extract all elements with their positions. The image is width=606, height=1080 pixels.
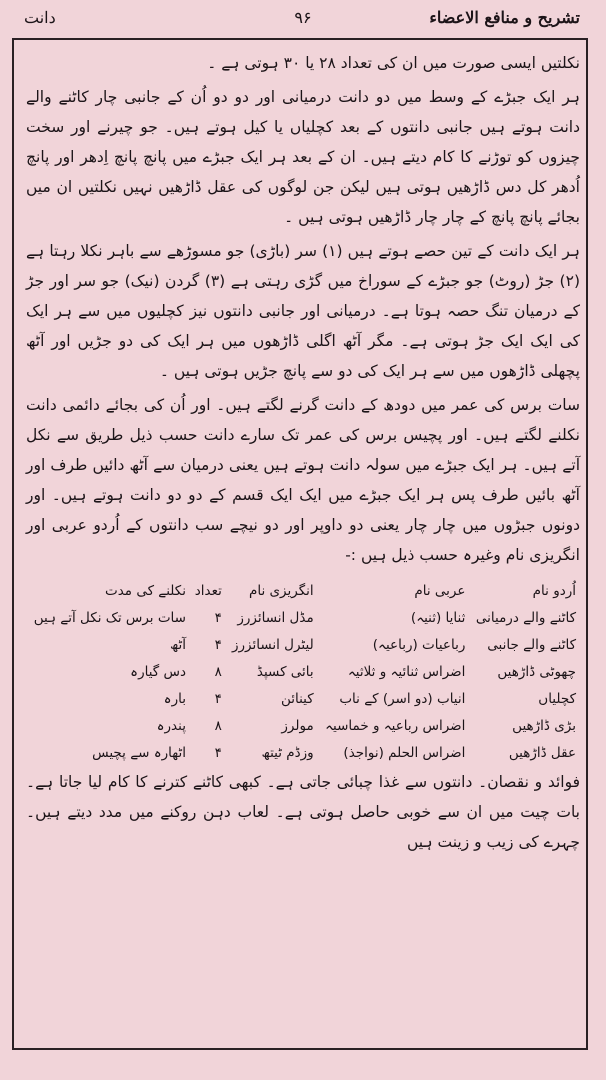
table-cell: بارہ	[163, 691, 186, 707]
section-label: دانت	[24, 8, 56, 27]
table-cell: بائی کسپڈ	[256, 664, 314, 680]
table-cell: ۴	[214, 691, 222, 707]
table-row	[26, 740, 580, 767]
table-cell: دس گیارہ	[130, 664, 186, 680]
body-text	[26, 48, 580, 861]
table-cell: اٹھارہ سے پچیس	[92, 745, 186, 761]
table-cell: کاٹنے والے جانبی	[487, 637, 576, 653]
table-cell: چھوٹی ڈاڑھیں	[497, 664, 576, 680]
column-header: نکلنے کی مدت	[105, 583, 186, 599]
table-cell: کینائن	[280, 691, 314, 707]
column-header: عربی نام	[414, 583, 466, 599]
table-cell: ۸	[214, 718, 222, 734]
table-row	[26, 605, 580, 632]
table-row	[26, 713, 580, 740]
table-cell: عقل ڈاڑھیں	[508, 745, 576, 761]
table-cell: وزڈم ٹیتھ	[261, 745, 314, 761]
table-row	[26, 632, 580, 659]
page-header	[14, 4, 592, 34]
table-cell: انیاب (دو اسر) کے ناب	[339, 691, 466, 707]
paragraph: ہر ایک جبڑے کے وسط میں دو دانت درمیانی اور دو دو اُن کے جانبی چار کاٹنے والے دانت ہوتے ہیں جانبی دانتوں کے بعد کچلیاں یا کیل ہوتے ہیں۔ جو چیرنے اور سخت چیزوں کو توڑنے کا کام دیتے ہیں۔ ان کے بعد ہر ایک جبڑے میں پانچ پانچ اِدھر اور پانچ اُدھر کل دس ڈاڑھیں ہوتی ہیں لیکن جن لوگوں کی عقل ڈاڑھیں نہیں نکلتیں ان میں بجائے پانچ پانچ کے چار چار ڈاڑھیں ہوتی ہیں ۔	[26, 88, 580, 226]
table-cell: بڑی ڈاڑھیں	[512, 718, 576, 734]
table-row	[26, 659, 580, 686]
column-header: انگریزی نام	[248, 583, 314, 599]
table-cell: ۴	[214, 610, 222, 626]
page-number: ۹۶	[294, 8, 312, 27]
table-header-row	[26, 578, 580, 605]
table-cell: اضراس الحلم (نواجذ)	[343, 745, 466, 761]
table-cell: رباعیات (رباعیہ)	[372, 637, 466, 653]
table-cell: سات برس تک نکل آتے ہیں	[33, 610, 186, 626]
table-row	[26, 686, 580, 713]
column-header: تعداد	[194, 583, 222, 599]
table-cell: آٹھ	[169, 637, 186, 653]
table-cell: اضراس ثنائیہ و ثلاثیہ	[347, 664, 466, 680]
table-cell: مولرز	[281, 718, 314, 734]
footer-paragraph: فوائد و نقصان۔ دانتوں سے غذا چبائی جاتی ہے۔ کبھی کاٹنے کترنے کا کام لیا جاتا ہے۔ بات چیت میں ان سے خوبی حاصل ہوتی ہے۔ لعاب دہن روکنے میں مدد دیتے ہیں۔ چہرے کی زیب و زینت ہیں	[26, 773, 580, 851]
running-title: تشریح و منافع الاعضاء	[429, 8, 580, 27]
table-cell: ۴	[214, 637, 222, 653]
table-cell: اضراس رباعیہ و خماسیہ	[325, 718, 466, 734]
table-cell: کچلیاں	[538, 691, 576, 707]
table-cell: ثنایا (ثنیہ)	[410, 610, 466, 626]
paragraph: نکلتیں ایسی صورت میں ان کی تعداد ۲۸ یا ۳۰ ہوتی ہے ۔	[207, 54, 580, 72]
table-cell: کاٹنے والے درمیانی	[475, 610, 576, 626]
table-cell: لیٹرل انسائزرز	[231, 637, 314, 653]
table-cell: ۸	[214, 664, 222, 680]
table-cell: مڈل انسائزرز	[237, 610, 314, 626]
paragraph: ہر ایک دانت کے تین حصے ہوتے ہیں (۱) سر (باڑی) جو مسوڑھے سے باہر نکلا رہتا ہے (۲) جڑ (روٹ) جو جبڑے کے سوراخ میں گڑی رہتی ہے (۳) گردن (نیک) جو سر اور جڑ کے درمیان تنگ حصہ ہوتا ہے۔ درمیانی اور جانبی دانتوں نیز کچلیوں میں سے ہر ایک کی ایک ایک جڑ ہوتی ہے۔ مگر آٹھ اگلی ڈاڑھوں میں ہر ایک کی دو جڑیں اور آٹھ پچھلی ڈاڑھوں میں سے ہر ایک کی دو سے پانچ جڑیں ہوتی ہیں ۔	[26, 242, 581, 380]
table-cell: پندرہ	[156, 718, 186, 734]
paragraph: سات برس کی عمر میں دودھ کے دانت گرنے لگتے ہیں۔ اور اُن کی بجائے دائمی دانت نکلنے لگتے ہیں۔ اور پچیس برس کی عمر تک سارے دانت حسب ذیل طریق سے نکل آتے ہیں۔ ہر ایک جبڑے میں سولہ دانت ہوتے ہیں یعنی درمیان سے آٹھ دائیں طرف اور آٹھ بائیں طرف پس ہر ایک جبڑے میں ایک ایک قسم کے دو دو دانت ہوتے ہیں۔ اور دونوں جبڑوں میں چار چار یعنی دو داوپر اور دو نیچے سب دانتوں کے اُردو عربی اور انگریزی نام وغیرہ حسب ذیل ہیں :-	[26, 396, 580, 564]
teeth-table	[26, 578, 580, 767]
column-header: اُردو نام	[532, 583, 576, 599]
table-cell: ۴	[214, 745, 222, 761]
